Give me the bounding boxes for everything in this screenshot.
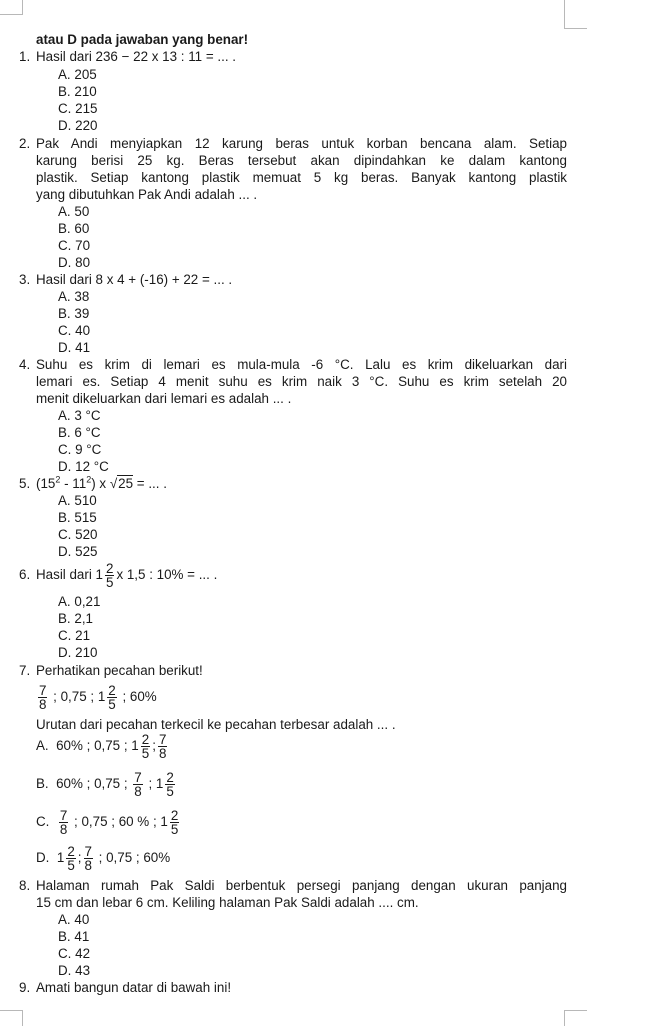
question-number: 5. — [19, 476, 31, 491]
question-number: 2. — [19, 136, 31, 151]
question-number: 1. — [19, 49, 31, 64]
corner-mark-top-right — [564, 0, 587, 29]
question-text: Hasil dari 236 − 22 x 13 : 11 = ... . — [36, 49, 236, 64]
option-d[interactable]: D. 12 °C — [58, 459, 109, 474]
question-text-line: menit dikeluarkan dari lemari es adalah ... . — [36, 391, 292, 406]
question-number: 9. — [19, 980, 31, 995]
fraction: $\frac{2}{5}$ — [67, 843, 75, 873]
option-c[interactable]: C. 520 — [58, 527, 98, 542]
question-number: 3. — [19, 272, 31, 287]
fraction: $\frac{2}{5}$ — [170, 807, 179, 837]
option-b[interactable]: B. 6 °C — [58, 425, 101, 440]
question-expression: Hasil dari 1 $\frac{2}{5}$ x 1,5 : 10% = ... . — [36, 560, 218, 590]
option-a[interactable]: A. 510 — [58, 493, 97, 508]
option-d[interactable]: D. 220 — [58, 118, 98, 133]
option-c[interactable]: C. $\frac{7}{8}$ ; 0,75 ; 60 % ; 1 $\frac{2}{5}$ — [36, 807, 179, 837]
question-text-line: 15 cm dan lebar 6 cm. Keliling halaman Pak Saldi adalah .... cm. — [36, 895, 419, 910]
instruction-heading: atau D pada jawaban yang benar! — [36, 32, 249, 47]
question-text-line: Suhu es krim di lemari es mula-mula -6 °C. Lalu es krim dikeluarkan dari — [36, 357, 567, 372]
fraction: $\frac{7}{8}$ — [59, 807, 68, 837]
option-c[interactable]: C. 215 — [58, 101, 98, 116]
corner-mark-bottom-left — [0, 1010, 23, 1026]
question-expression: $(15^2 - 11^2)$ x √25 = ... . — [36, 474, 167, 491]
option-b[interactable]: B. 41 — [58, 929, 90, 944]
option-b[interactable]: B. 210 — [58, 84, 97, 99]
option-d[interactable]: D. 525 — [58, 544, 98, 559]
question-text-line: karung berisi 25 kg. Beras tersebut akan dipindahkan ke dalam kantong — [36, 153, 567, 168]
question-text: Perhatikan pecahan berikut! — [36, 663, 203, 678]
option-b[interactable]: B. 515 — [58, 510, 97, 525]
option-a[interactable]: A. 0,21 — [58, 594, 101, 609]
question-number: 8. — [19, 878, 31, 893]
option-d[interactable]: D. 210 — [58, 645, 98, 660]
option-b[interactable]: B. 2,1 — [58, 611, 94, 626]
sqrt-symbol: √ — [109, 476, 118, 491]
option-c[interactable]: C. 70 — [58, 238, 91, 253]
corner-mark-bottom-right — [564, 1010, 587, 1026]
option-b[interactable]: B. 39 — [58, 306, 90, 321]
option-b[interactable]: B. 60 — [58, 221, 90, 236]
option-a[interactable]: A. 60% ; 0,75 ; 1 $\frac{2}{5}$ ; $\frac{7}{8}$ — [36, 731, 167, 761]
question-text-line: plastik. Setiap kantong plastik memuat 5 kg beras. Banyak kantong plastik — [36, 170, 567, 185]
fraction: $\frac{7}{8}$ — [84, 843, 92, 873]
fraction: $\frac{2}{5}$ — [166, 769, 174, 799]
question-text-line: yang dibutuhkan Pak Andi adalah ... . — [36, 187, 258, 202]
fraction-list: $\frac{7}{8}$ ; 0,75 ; 1 $\frac{2}{5}$ ; 60% — [39, 682, 157, 712]
question-text: Hasil dari 8 x 4 + (-16) + 22 = ... . — [36, 272, 233, 287]
option-d[interactable]: D. 80 — [58, 255, 91, 270]
fraction: $\frac{7}{8}$ — [134, 769, 142, 799]
fraction: $\frac{7}{8}$ — [39, 682, 47, 712]
option-b[interactable]: B. 60% ; 0,75 ; $\frac{7}{8}$ ; 1 $\frac{2}{5}$ — [36, 769, 174, 799]
option-d[interactable]: D. 1 $\frac{2}{5}$ ; $\frac{7}{8}$ ; 0,75 ; 60% — [36, 843, 171, 873]
question-text: Amati bangun datar di bawah ini! — [36, 980, 232, 995]
option-c[interactable]: C. 21 — [58, 628, 91, 643]
fraction: $\frac{2}{5}$ — [105, 560, 114, 590]
option-d[interactable]: D. 41 — [58, 340, 91, 355]
question-text-line: Halaman rumah Pak Saldi berbentuk persegi panjang dengan ukuran panjang — [36, 878, 567, 893]
option-a[interactable]: A. 38 — [58, 289, 90, 304]
question-number: 6. — [19, 567, 31, 582]
option-d[interactable]: D. 43 — [58, 963, 91, 978]
option-a[interactable]: A. 50 — [58, 204, 90, 219]
option-c[interactable]: C. 9 °C — [58, 442, 102, 457]
fraction: $\frac{7}{8}$ — [158, 731, 167, 761]
question-text-line: lemari es. Setiap 4 menit suhu es krim naik 3 °C. Suhu es krim setelah 20 — [36, 374, 567, 389]
question-number: 7. — [19, 663, 31, 678]
option-a[interactable]: A. 40 — [58, 912, 90, 927]
option-a[interactable]: A. 205 — [58, 67, 97, 82]
question-text: Urutan dari pecahan terkecil ke pecahan terbesar adalah ... . — [36, 717, 396, 732]
option-a[interactable]: A. 3 °C — [58, 408, 101, 423]
question-text-line: Pak Andi menyiapkan 12 karung beras untuk korban bencana alam. Setiap — [36, 136, 567, 151]
option-c[interactable]: C. 40 — [58, 323, 91, 338]
fraction: $\frac{2}{5}$ — [141, 731, 150, 761]
corner-mark-top-left — [0, 0, 23, 15]
question-number: 4. — [19, 357, 31, 372]
fraction: $\frac{2}{5}$ — [108, 682, 116, 712]
sqrt-argument: 25 — [118, 476, 134, 491]
option-c[interactable]: C. 42 — [58, 946, 91, 961]
